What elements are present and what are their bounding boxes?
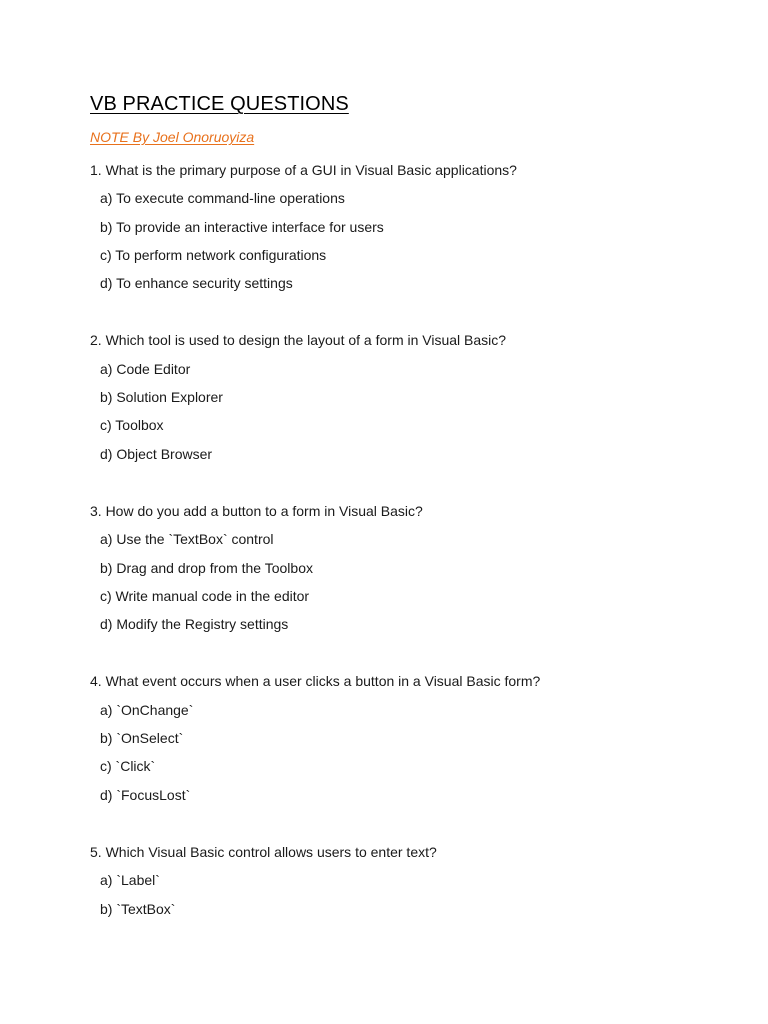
answer-option: a) Use the `TextBox` control	[100, 531, 274, 548]
answer-option: d) Object Browser	[100, 445, 213, 462]
answer-option: c) To perform network configurations	[100, 246, 327, 263]
answer-option: a) Code Editor	[100, 360, 191, 377]
author-note: NOTE By Joel Onoruoyiza	[90, 129, 255, 145]
answer-option: d) `FocusLost`	[100, 786, 191, 803]
question-1	[90, 156, 738, 297]
answer-option: b) `TextBox`	[100, 900, 176, 917]
question-text: 2. Which tool is used to design the layout of a form in Visual Basic?	[90, 332, 507, 349]
answer-option: a) `Label`	[100, 872, 160, 889]
question-4	[90, 667, 738, 808]
question-text: 5. Which Visual Basic control allows users to enter text?	[90, 843, 437, 860]
document-title: VB PRACTICE QUESTIONS	[90, 93, 349, 115]
answer-option: c) `Click`	[100, 758, 156, 775]
answer-option: a) `OnChange`	[100, 701, 194, 718]
question-text: 4. What event occurs when a user clicks a button in a Visual Basic form?	[90, 673, 541, 690]
question-2	[90, 326, 738, 467]
question-text: 3. How do you add a button to a form in Visual Basic?	[90, 502, 423, 519]
answer-option: b) Drag and drop from the Toolbox	[100, 559, 313, 576]
answer-option: d) Modify the Registry settings	[100, 616, 289, 633]
answer-option: d) To enhance security settings	[100, 275, 293, 292]
answer-option: c) Write manual code in the editor	[100, 587, 310, 604]
question-3	[90, 497, 738, 638]
answer-option: b) To provide an interactive interface for users	[100, 218, 384, 235]
answer-option: a) To execute command-line operations	[100, 190, 345, 207]
answer-option: b) `OnSelect`	[100, 730, 184, 747]
answer-option: c) Toolbox	[100, 417, 164, 434]
question-5	[90, 838, 738, 923]
question-text: 1. What is the primary purpose of a GUI in Visual Basic applications?	[90, 162, 517, 178]
question-list	[90, 156, 738, 952]
answer-option: b) Solution Explorer	[100, 389, 223, 406]
